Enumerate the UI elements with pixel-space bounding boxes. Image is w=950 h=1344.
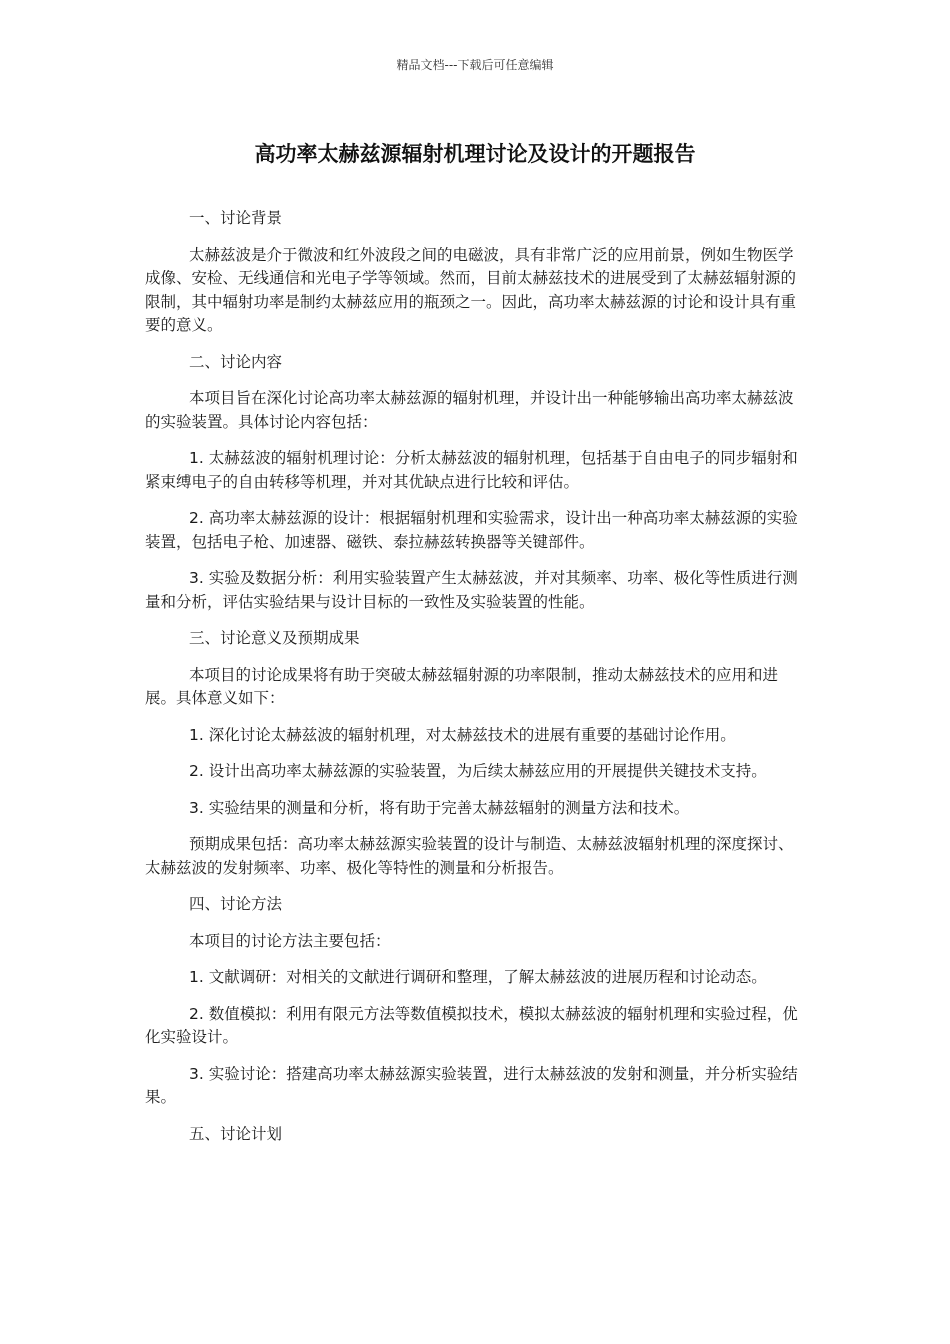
paragraph-content-intro: 本项目旨在深化讨论高功率太赫兹源的辐射机理，并设计出一种能够输出高功率太赫兹波的实验装置。具体讨论内容包括： [145,389,794,431]
list-item-content-2: 2. 高功率太赫兹源的设计：根据辐射机理和实验需求，设计出一种高功率太赫兹源的实验装置，包括电子枪、加速器、磁铁、泰拉赫兹转换器等关键部件。 [145,509,798,551]
section-heading-significance: 三、讨论意义及预期成果 [189,629,360,647]
list-item-methods-2: 2. 数值模拟：利用有限元方法等数值模拟技术，模拟太赫兹波的辐射机理和实验过程，优化实验设计。 [145,1004,798,1046]
list-item-methods-1: 1. 文献调研：对相关的文献进行调研和整理，了解太赫兹波的进展历程和讨论动态。 [189,968,767,986]
list-item-content-1: 1. 太赫兹波的辐射机理讨论：分析太赫兹波的辐射机理，包括基于自由电子的同步辐射和紧束缚电子的自由转移等机理，并对其优缺点进行比较和评估。 [145,449,798,491]
paragraph-methods-intro: 本项目的讨论方法主要包括： [189,931,391,950]
section-heading-background: 一、讨论背景 [189,209,283,227]
list-item-significance-2: 2. 设计出高功率太赫兹源的实验装置，为后续太赫兹应用的开展提供关键技术支持。 [189,762,767,780]
paragraph-significance-intro: 本项目的讨论成果将有助于突破太赫兹辐射源的功率限制，推动太赫兹技术的应用和进展。具体意义如下： [145,665,779,707]
paragraph-background: 太赫兹波是介于微波和红外波段之间的电磁波，具有非常广泛的应用前景，例如生物医学成像、安检、无线通信和光电子学等领域。然而，目前太赫兹技术的进展受到了太赫兹辐射源的限制，其中辐射功率是制约太赫兹应用的瓶颈之一。因此，高功率太赫兹源的讨论和设计具有重要的意义。 [145,245,797,334]
list-item-methods-3: 3. 实验讨论：搭建高功率太赫兹源实验装置，进行太赫兹波的发射和测量，并分析实验结果。 [145,1064,798,1106]
list-item-content-3: 3. 实验及数据分析：利用实验装置产生太赫兹波，并对其频率、功率、极化等性质进行测量和分析，评估实验结果与设计目标的一致性及实验装置的性能。 [145,569,798,611]
document-body [145,207,807,1159]
header-note: 精品文档---下载后可任意编辑 [396,58,554,72]
document-title: 高功率太赫兹源辐射机理讨论及设计的开题报告 [254,142,696,166]
section-heading-methods: 四、讨论方法 [189,895,283,913]
section-heading-content: 二、讨论内容 [189,352,283,371]
list-item-significance-1: 1. 深化讨论太赫兹波的辐射机理，对太赫兹技术的进展有重要的基础讨论作用。 [189,725,736,744]
list-item-significance-3: 3. 实验结果的测量和分析，将有助于完善太赫兹辐射的测量方法和技术。 [189,798,690,817]
paragraph-expected-results: 预期成果包括：高功率太赫兹源实验装置的设计与制造、太赫兹波辐射机理的深度探讨、太赫兹波的发射频率、功率、极化等特性的测量和分析报告。 [145,835,794,877]
section-heading-plan: 五、讨论计划 [189,1124,283,1143]
